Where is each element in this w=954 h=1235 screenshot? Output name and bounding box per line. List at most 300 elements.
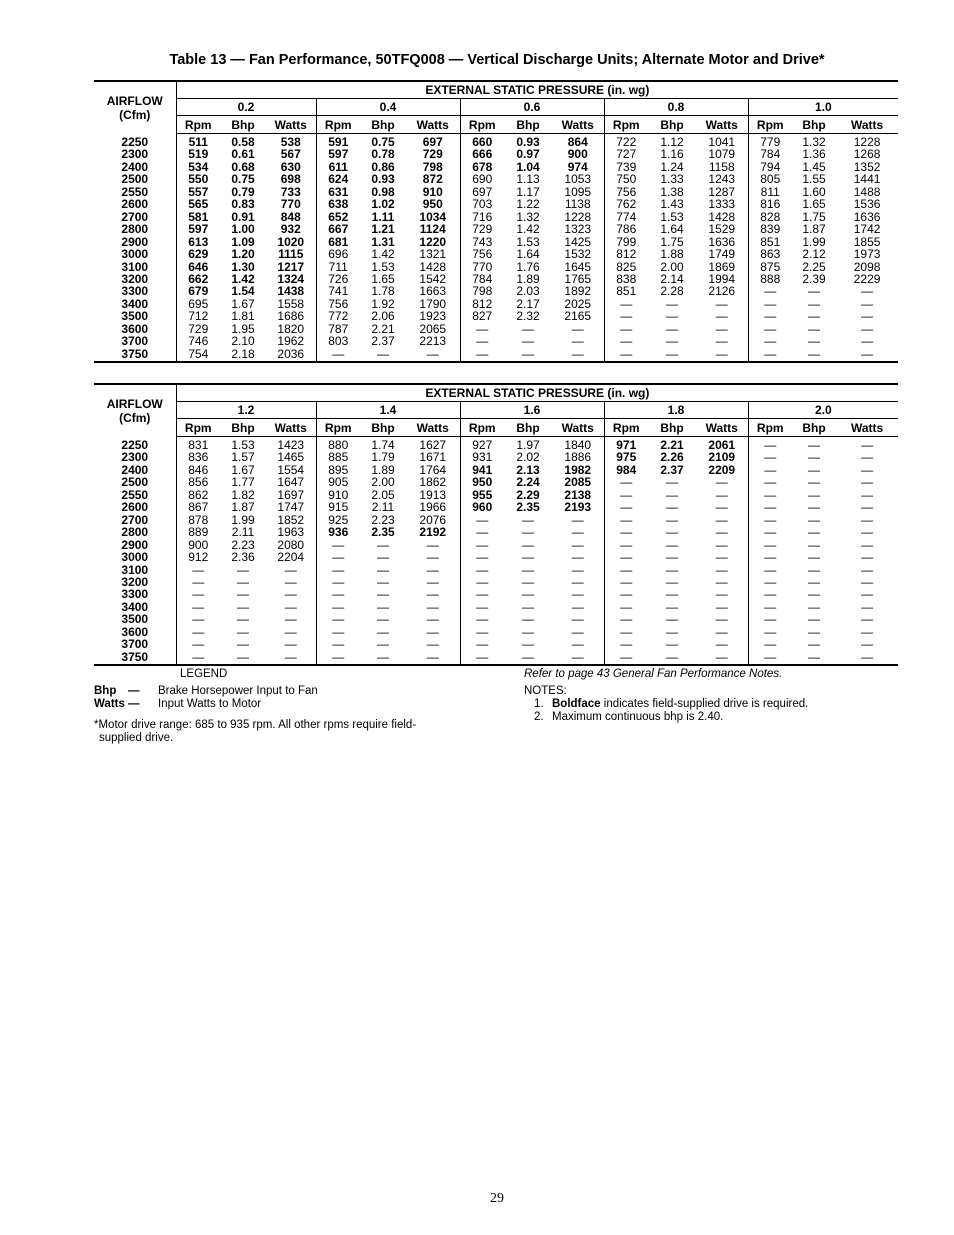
data-cell: 557 xyxy=(176,186,220,198)
data-cell: 2.21 xyxy=(371,321,395,336)
data-cell: 1441 xyxy=(853,172,881,187)
data-cell: — xyxy=(571,612,584,627)
legend-item-watts xyxy=(94,698,494,711)
data-cell: — xyxy=(604,298,648,310)
data-cell: — xyxy=(748,437,792,452)
data-cell: 741 xyxy=(316,285,360,297)
data-cell: 900 xyxy=(567,147,588,162)
note-number: 1. xyxy=(534,698,544,710)
data-cell: 848 xyxy=(280,209,301,224)
data-cell: — xyxy=(861,296,874,311)
airflow-cell: 2500 xyxy=(121,172,149,187)
data-cell: — xyxy=(571,562,584,577)
data-cell: 880 xyxy=(316,437,360,452)
data-cell: — xyxy=(748,451,792,463)
data-cell: — xyxy=(861,487,874,502)
data-cell: — xyxy=(748,335,792,347)
data-cell: 836 xyxy=(176,451,220,463)
data-cell: — xyxy=(715,321,728,336)
data-cell: — xyxy=(666,309,678,324)
data-cell: 1.88 xyxy=(660,247,684,262)
data-cell: — xyxy=(861,475,874,490)
data-cell: 798 xyxy=(460,285,504,297)
data-cell: 2.12 xyxy=(802,247,826,262)
data-cell: — xyxy=(604,501,648,513)
data-cell: — xyxy=(604,551,648,563)
data-cell: 915 xyxy=(316,501,360,513)
data-cell: — xyxy=(604,613,648,625)
data-cell: — xyxy=(406,348,460,362)
data-cell: — xyxy=(266,651,316,665)
data-cell: 1.57 xyxy=(231,450,255,465)
data-cell: — xyxy=(522,525,534,540)
data-cell: — xyxy=(715,537,728,552)
table-row xyxy=(94,198,898,210)
data-cell: — xyxy=(237,624,249,639)
data-cell: 1425 xyxy=(564,234,592,249)
data-cell: 1.99 xyxy=(231,512,255,527)
data-cell: — xyxy=(808,500,820,515)
airflow-cell: 2550 xyxy=(121,487,149,502)
data-cell: — xyxy=(426,587,439,602)
column-header: Watts xyxy=(696,116,748,134)
airflow-cell: 3000 xyxy=(121,247,149,262)
data-cell: 1840 xyxy=(564,438,592,452)
data-cell: 2138 xyxy=(564,487,592,502)
data-cell: — xyxy=(176,564,220,576)
data-cell: 1.36 xyxy=(802,147,826,162)
airflow-cell: 2600 xyxy=(121,500,149,515)
data-cell: — xyxy=(808,574,820,589)
data-cell: — xyxy=(861,334,874,349)
data-cell: — xyxy=(571,512,584,527)
footnote-line: *Motor drive range: 685 to 935 rpm. All other rpms require field- xyxy=(94,719,417,731)
data-cell: 630 xyxy=(280,159,301,174)
data-cell: 828 xyxy=(748,211,792,223)
data-cell: 726 xyxy=(316,273,360,285)
data-cell: — xyxy=(426,574,439,589)
note-rest: indicates field-supplied drive is required. xyxy=(600,698,809,710)
data-cell: — xyxy=(836,651,898,665)
data-cell: — xyxy=(237,587,249,602)
data-cell: 1697 xyxy=(277,487,305,502)
data-cell: — xyxy=(284,562,297,577)
data-cell: 1.78 xyxy=(371,284,395,299)
data-cell: 1554 xyxy=(277,462,305,477)
data-cell: 1.74 xyxy=(371,438,395,452)
data-cell: — xyxy=(552,348,604,362)
airflow-cell: 2700 xyxy=(121,512,149,527)
data-cell: — xyxy=(522,624,534,639)
data-cell: 1.55 xyxy=(802,172,826,187)
data-cell: — xyxy=(666,599,678,614)
data-cell: 739 xyxy=(604,161,648,173)
data-cell: 2.14 xyxy=(660,271,684,286)
pressure-header: 2.0 xyxy=(748,402,898,419)
data-cell: — xyxy=(316,588,360,600)
data-cell: — xyxy=(522,587,534,602)
data-cell: 1488 xyxy=(853,184,881,199)
data-cell: — xyxy=(808,624,820,639)
data-cell: — xyxy=(426,612,439,627)
data-cell: 1158 xyxy=(708,159,735,174)
data-cell: — xyxy=(176,651,220,665)
notes-reference: Refer to page 43 General Fan Performance Notes. xyxy=(524,668,783,680)
airflow-cell: 2250 xyxy=(121,134,149,149)
data-cell: 950 xyxy=(460,476,504,488)
data-cell: 613 xyxy=(176,236,220,248)
column-header: Rpm xyxy=(604,116,648,134)
data-cell: 2192 xyxy=(419,525,447,540)
data-cell: — xyxy=(666,574,678,589)
data-cell: 1869 xyxy=(708,259,736,274)
data-cell: — xyxy=(861,321,874,336)
column-header: Rpm xyxy=(748,116,792,134)
column-header: Rpm xyxy=(316,116,360,134)
data-cell: — xyxy=(522,562,534,577)
data-cell: — xyxy=(460,526,504,538)
data-cell: 711 xyxy=(316,261,360,273)
note-item xyxy=(524,698,904,711)
data-cell: 2.11 xyxy=(371,500,395,515)
data-cell: 1671 xyxy=(419,450,447,465)
data-cell: — xyxy=(604,476,648,488)
data-cell: 936 xyxy=(316,526,360,538)
table-row xyxy=(94,310,898,322)
column-header: Rpm xyxy=(604,419,648,437)
data-cell: 1.82 xyxy=(231,487,255,502)
data-cell: — xyxy=(316,576,360,588)
data-cell: — xyxy=(748,348,792,362)
data-cell: 851 xyxy=(748,236,792,248)
data-cell: 1.89 xyxy=(516,271,540,286)
data-cell: 697 xyxy=(460,186,504,198)
airflow-cell: 3200 xyxy=(121,271,149,286)
data-cell: 0.91 xyxy=(231,209,255,224)
airflow-cell: 3750 xyxy=(94,651,176,665)
data-cell: 2025 xyxy=(564,296,592,311)
airflow-cell: 3750 xyxy=(94,348,176,362)
table-row xyxy=(94,323,898,335)
data-cell: 1.16 xyxy=(660,147,684,162)
data-cell: 784 xyxy=(460,273,504,285)
data-cell: 1749 xyxy=(708,247,736,262)
data-cell: 1627 xyxy=(419,438,447,452)
table-row xyxy=(94,489,898,501)
data-cell: 2.00 xyxy=(371,475,395,490)
data-cell: 1852 xyxy=(277,512,305,527)
data-cell: 729 xyxy=(460,223,504,235)
data-cell: 2.36 xyxy=(231,550,255,565)
data-cell: 1.43 xyxy=(660,197,684,212)
data-cell: 550 xyxy=(176,173,220,185)
data-cell: 812 xyxy=(604,248,648,260)
airflow-cell: 3500 xyxy=(121,309,149,324)
data-cell: — xyxy=(571,550,584,565)
data-cell: — xyxy=(237,637,249,652)
data-cell: 2.26 xyxy=(660,450,684,465)
data-cell: — xyxy=(808,321,820,336)
data-cell: 1.67 xyxy=(231,462,255,477)
airflow-unit: (Cfm) xyxy=(119,107,151,122)
legend-text: Brake Horsepower Input to Fan xyxy=(158,685,318,697)
airflow-cell: 2300 xyxy=(121,147,149,162)
data-cell: 1536 xyxy=(853,197,881,212)
data-cell: — xyxy=(808,599,820,614)
data-cell: 912 xyxy=(176,551,220,563)
column-header: Bhp xyxy=(504,116,552,134)
data-cell: 838 xyxy=(604,273,648,285)
data-cell: 1.75 xyxy=(802,209,826,224)
data-cell: 864 xyxy=(567,135,588,149)
data-cell: — xyxy=(460,638,504,650)
data-cell: 567 xyxy=(280,147,301,162)
data-cell: — xyxy=(748,464,792,476)
legend-dash: — xyxy=(128,698,140,710)
data-cell: — xyxy=(284,637,297,652)
data-cell: — xyxy=(604,564,648,576)
data-cell: — xyxy=(715,624,728,639)
data-cell: 1079 xyxy=(708,147,736,162)
data-cell: 1855 xyxy=(853,234,881,249)
data-cell: 2.03 xyxy=(516,284,540,299)
data-cell: 2098 xyxy=(853,259,881,274)
airflow-cell: 3000 xyxy=(121,550,149,565)
column-header: Rpm xyxy=(460,419,504,437)
airflow-cell: 3400 xyxy=(121,599,149,614)
table-row xyxy=(94,173,898,185)
data-cell: — xyxy=(808,537,820,552)
data-cell: 862 xyxy=(176,489,220,501)
fan-performance-table-1 xyxy=(94,80,898,363)
table-row xyxy=(94,588,898,600)
data-cell: 872 xyxy=(422,172,443,187)
data-cell: — xyxy=(377,550,389,565)
data-cell: 0.83 xyxy=(231,197,255,212)
data-cell: 1973 xyxy=(853,247,881,262)
data-cell: — xyxy=(220,651,266,665)
column-header: Watts xyxy=(406,116,460,134)
data-cell: 974 xyxy=(567,159,588,174)
data-cell: — xyxy=(460,588,504,600)
page-number: 29 xyxy=(490,1191,504,1206)
data-cell: — xyxy=(836,348,898,362)
data-cell: — xyxy=(696,348,748,362)
data-cell: — xyxy=(316,638,360,650)
data-cell: — xyxy=(377,612,389,627)
data-cell: — xyxy=(748,539,792,551)
data-cell: 1.87 xyxy=(802,222,826,237)
table-row xyxy=(94,514,898,526)
data-cell: 1.42 xyxy=(371,247,395,262)
column-header: Watts xyxy=(836,419,898,437)
data-cell: 733 xyxy=(280,184,301,199)
data-cell: — xyxy=(460,514,504,526)
data-cell: 1647 xyxy=(277,475,305,490)
data-cell: 0.78 xyxy=(371,147,395,162)
data-cell: 1.97 xyxy=(516,438,540,452)
airflow-header xyxy=(94,81,176,134)
data-cell: — xyxy=(460,626,504,638)
legend-dash: — xyxy=(128,685,140,697)
data-cell: 756 xyxy=(460,248,504,260)
data-cell: — xyxy=(748,576,792,588)
data-cell: — xyxy=(715,612,728,627)
data-cell: 851 xyxy=(604,285,648,297)
data-cell: 697 xyxy=(422,135,443,149)
data-cell: — xyxy=(176,601,220,613)
data-cell: — xyxy=(715,574,728,589)
data-cell: — xyxy=(861,462,874,477)
data-cell: 2.25 xyxy=(802,259,826,274)
data-cell: 925 xyxy=(316,514,360,526)
airflow-cell: 3500 xyxy=(121,612,149,627)
data-cell: 1982 xyxy=(564,462,592,477)
data-cell: 1.67 xyxy=(231,296,255,311)
data-cell: 1220 xyxy=(419,234,447,249)
data-cell: — xyxy=(604,601,648,613)
data-cell: 941 xyxy=(460,464,504,476)
data-cell: — xyxy=(666,612,678,627)
data-cell: 611 xyxy=(316,161,360,173)
data-cell: 825 xyxy=(604,261,648,273)
data-cell: 2.13 xyxy=(516,462,540,477)
data-cell: 750 xyxy=(604,173,648,185)
data-cell: — xyxy=(360,651,406,665)
data-cell: 2.21 xyxy=(660,438,684,452)
table-row xyxy=(94,501,898,513)
data-cell: — xyxy=(571,624,584,639)
data-cell: 1558 xyxy=(277,296,305,311)
data-cell: — xyxy=(715,599,728,614)
data-cell: — xyxy=(284,624,297,639)
data-cell: 875 xyxy=(748,261,792,273)
data-cell: 984 xyxy=(604,464,648,476)
data-cell: — xyxy=(571,525,584,540)
data-cell: 1.13 xyxy=(516,172,540,187)
column-header: Watts xyxy=(266,419,316,437)
data-cell: — xyxy=(715,500,728,515)
legend-item-bhp xyxy=(94,685,494,698)
data-cell: 534 xyxy=(176,161,220,173)
pressure-header: 1.4 xyxy=(316,402,460,419)
data-cell: 660 xyxy=(460,134,504,149)
data-cell: 794 xyxy=(748,161,792,173)
data-cell: — xyxy=(808,438,820,452)
table-row xyxy=(94,626,898,638)
airflow-cell: 3100 xyxy=(121,562,149,577)
data-cell: — xyxy=(522,637,534,652)
airflow-cell: 2900 xyxy=(121,537,149,552)
column-header: Watts xyxy=(552,419,604,437)
data-cell: 1.00 xyxy=(231,222,255,237)
data-cell: — xyxy=(504,651,552,665)
data-cell: — xyxy=(604,626,648,638)
data-cell: 2085 xyxy=(564,475,592,490)
data-cell: 1.92 xyxy=(371,296,395,311)
column-header: Watts xyxy=(266,116,316,134)
note-text: Maximum continuous bhp is 2.40. xyxy=(552,711,724,723)
data-cell: 1.42 xyxy=(516,222,540,237)
data-cell: 1963 xyxy=(277,525,305,540)
data-cell: 784 xyxy=(748,148,792,160)
data-cell: 716 xyxy=(460,211,504,223)
data-cell: 1095 xyxy=(564,184,592,199)
data-cell: — xyxy=(426,537,439,552)
data-cell: 1321 xyxy=(419,247,447,262)
data-cell: 1913 xyxy=(419,487,447,502)
data-cell: 910 xyxy=(422,184,443,199)
data-cell: — xyxy=(176,576,220,588)
data-cell: — xyxy=(377,537,389,552)
data-cell: 0.97 xyxy=(516,147,540,162)
data-cell: 1.89 xyxy=(371,462,395,477)
data-cell: 1994 xyxy=(708,271,736,286)
data-cell: — xyxy=(571,587,584,602)
data-cell: 1.75 xyxy=(660,234,684,249)
data-cell: — xyxy=(808,587,820,602)
data-cell: 2213 xyxy=(419,334,447,349)
data-cell: 1645 xyxy=(564,259,592,274)
data-cell: — xyxy=(460,564,504,576)
data-cell: 2209 xyxy=(708,462,736,477)
column-header: Rpm xyxy=(176,116,220,134)
motor-drive-footnote xyxy=(94,719,468,745)
data-cell: — xyxy=(316,551,360,563)
data-cell: — xyxy=(406,651,460,665)
data-cell: 2.35 xyxy=(371,525,395,540)
data-cell: 867 xyxy=(176,501,220,513)
data-cell: 565 xyxy=(176,198,220,210)
data-cell: 1686 xyxy=(277,309,305,324)
data-cell: 786 xyxy=(604,223,648,235)
airflow-cell: 2800 xyxy=(121,222,149,237)
data-cell: — xyxy=(861,525,874,540)
data-cell: 1124 xyxy=(419,222,446,237)
table-row xyxy=(94,348,898,362)
data-cell: 646 xyxy=(176,261,220,273)
table-row xyxy=(94,551,898,563)
data-cell: 2.10 xyxy=(231,334,255,349)
data-cell: — xyxy=(284,599,297,614)
esp-header: EXTERNAL STATIC PRESSURE (in. wg) xyxy=(176,384,898,402)
data-cell: 681 xyxy=(316,236,360,248)
airflow-label: AIRFLOW xyxy=(106,396,163,411)
data-cell: 770 xyxy=(460,261,504,273)
data-cell: 2.23 xyxy=(231,537,255,552)
data-cell: 0.68 xyxy=(231,159,255,174)
data-cell: — xyxy=(715,637,728,652)
column-header: Watts xyxy=(552,116,604,134)
data-cell: — xyxy=(808,550,820,565)
data-cell: — xyxy=(460,601,504,613)
data-cell: — xyxy=(571,321,584,336)
data-cell: 2109 xyxy=(708,450,736,465)
column-header: Bhp xyxy=(360,419,406,437)
data-cell: 1966 xyxy=(419,500,447,515)
data-cell: 1115 xyxy=(278,247,304,262)
data-cell: 1.42 xyxy=(231,271,255,286)
data-cell: 1053 xyxy=(564,172,592,187)
data-cell: 1.64 xyxy=(516,247,540,262)
data-cell: 1892 xyxy=(564,284,592,299)
data-cell: 2.35 xyxy=(516,500,540,515)
table-row xyxy=(94,539,898,551)
data-cell: — xyxy=(377,587,389,602)
data-cell: 1.21 xyxy=(371,222,395,237)
data-cell: — xyxy=(666,500,678,515)
data-cell: 756 xyxy=(316,298,360,310)
